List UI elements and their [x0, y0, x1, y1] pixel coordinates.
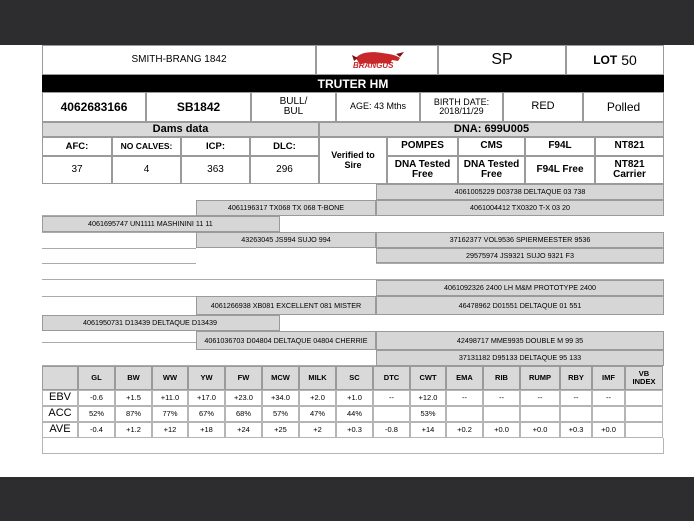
- pedigree-dam-sire: 4061266938 XB081 EXCELLENT 081 MISTER: [196, 296, 376, 315]
- ebv-cell: +1.2: [115, 422, 152, 438]
- breeder-name: SMITH-BRANG 1842: [42, 45, 316, 75]
- top-band: [0, 0, 694, 45]
- pedigree-line: [376, 263, 664, 264]
- ebv-cell: 87%: [115, 406, 152, 422]
- f94l-value: F94L Free: [525, 156, 595, 184]
- ebv-cell: [520, 406, 560, 422]
- ebv-cell: --: [520, 390, 560, 406]
- birth-date-label: BIRTH DATE:: [433, 96, 490, 107]
- lot-label: LOT: [593, 52, 618, 67]
- ebv-header-corner: [42, 366, 78, 390]
- nt821-value: NT821 Carrier: [595, 156, 664, 184]
- ebv-cell: +17.0: [188, 390, 225, 406]
- ebv-cell: +11.0: [152, 390, 188, 406]
- ebv-cell: +0.0: [483, 422, 520, 438]
- ebv-header-sc: SC: [336, 366, 373, 390]
- ebv-cell: +12: [152, 422, 188, 438]
- ebv-row-label-ebv: EBV: [42, 390, 78, 406]
- ebv-cell: --: [483, 390, 520, 406]
- ebv-cell: --: [373, 390, 410, 406]
- pedigree-sire-dam: 43263045 JS994 SUJO 994: [196, 232, 376, 248]
- ebv-header-imf: IMF: [592, 366, 625, 390]
- animal-tag: SB1842: [146, 92, 251, 122]
- ebv-cell: +23.0: [225, 390, 262, 406]
- ebv-header-fw: FW: [225, 366, 262, 390]
- ebv-cell: [625, 390, 663, 406]
- ebv-cell: [625, 406, 663, 422]
- dlc-label: DLC:: [250, 137, 319, 156]
- ebv-header-milk: MILK: [299, 366, 336, 390]
- verified-to-sire: Verified to Sire: [319, 137, 387, 184]
- animal-age: AGE: 43 Mths: [336, 92, 420, 122]
- ebv-header-rump: RUMP: [520, 366, 560, 390]
- ebv-cell: +12.0: [410, 390, 446, 406]
- ebv-header-bw: BW: [115, 366, 152, 390]
- ebv-cell: -0.8: [373, 422, 410, 438]
- animal-horn: Polled: [583, 92, 664, 122]
- ebv-cell: +0.3: [560, 422, 592, 438]
- animal-color: RED: [503, 92, 583, 122]
- ebv-cell: +0.0: [520, 422, 560, 438]
- icp-value: 363: [181, 156, 250, 184]
- ebv-cell: 57%: [262, 406, 299, 422]
- pedigree-dam: 4061950731 D13439 DELTAQUE D13439: [42, 315, 280, 331]
- calves-value: 4: [112, 156, 181, 184]
- ebv-header-mcw: MCW: [262, 366, 299, 390]
- ebv-cell: +1.5: [115, 390, 152, 406]
- pompes-label: POMPES: [387, 137, 458, 156]
- pedigree-line: [42, 342, 196, 343]
- ebv-cell: 77%: [152, 406, 188, 422]
- pompes-value: DNA Tested Free: [387, 156, 458, 184]
- pedigree-dam-dam: 4061036703 D04804 DELTAQUE 04804 CHERRIE: [196, 331, 376, 350]
- pedigree-line: [42, 248, 196, 249]
- ebv-cell: --: [446, 390, 483, 406]
- dna-title: DNA: 699U005: [319, 122, 664, 137]
- ebv-row-label-acc: ACC: [42, 406, 78, 422]
- brangus-logo: [316, 45, 438, 75]
- ebv-cell: +14: [410, 422, 446, 438]
- ebv-cell: 68%: [225, 406, 262, 422]
- pedigree-dam-dam-sire: 42498717 MME9935 DOUBLE M 99 35: [376, 331, 664, 350]
- ebv-cell: +0.3: [336, 422, 373, 438]
- ebv-cell: 67%: [188, 406, 225, 422]
- ebv-header-ww: WW: [152, 366, 188, 390]
- ebv-header-ema: EMA: [446, 366, 483, 390]
- ebv-table: [42, 366, 664, 438]
- ebv-row-label-ave: AVE: [42, 422, 78, 438]
- ebv-cell: +1.0: [336, 390, 373, 406]
- pedigree-sire-sire-sire: 4061005229 D03738 DELTAQUE 03 738: [376, 184, 664, 200]
- calves-label: NO CALVES:: [112, 137, 181, 156]
- ebv-cell: 53%: [410, 406, 446, 422]
- pedigree-sire: 4061695747 UN1111 MASHININI 11 11: [42, 216, 280, 232]
- bottom-band: [0, 477, 694, 521]
- ebv-cell: +25: [262, 422, 299, 438]
- ebv-header-gl: GL: [78, 366, 115, 390]
- pedigree-dam-dam-dam: 37131182 D95133 DELTAQUE 95 133: [376, 350, 664, 366]
- ebv-cell: 52%: [78, 406, 115, 422]
- pedigree-sire-dam-sire: 37162377 VOL9536 SPIERMEESTER 9536: [376, 232, 664, 248]
- breed-code: SP: [438, 45, 566, 75]
- ebv-cell: +34.0: [262, 390, 299, 406]
- ebv-cell: [373, 406, 410, 422]
- dlc-value: 296: [250, 156, 319, 184]
- ebv-cell: [483, 406, 520, 422]
- ebv-cell: [625, 422, 663, 438]
- ebv-header-vb-index: VB INDEX: [625, 366, 663, 390]
- lot-cell: [566, 45, 664, 75]
- dams-data-title: Dams data: [42, 122, 319, 137]
- afc-value: 37: [42, 156, 112, 184]
- animal-name-bar: TRUTER HM: [42, 75, 664, 92]
- pedigree-sire-sire: 4061196317 TX068 TX 068 T-BONE: [196, 200, 376, 216]
- ebv-header-dtc: DTC: [373, 366, 410, 390]
- ebv-cell: 44%: [336, 406, 373, 422]
- ebv-cell: -0.6: [78, 390, 115, 406]
- ebv-header-rib: RIB: [483, 366, 520, 390]
- lot-number: 50: [621, 51, 637, 68]
- pedigree-sire-dam-dam: 29575974 JS9321 SUJO 9321 F3: [376, 248, 664, 263]
- ebv-cell: +24: [225, 422, 262, 438]
- ebv-cell: --: [560, 390, 592, 406]
- ebv-cell: +0.0: [592, 422, 625, 438]
- ebv-header-cwt: CWT: [410, 366, 446, 390]
- birth-date-cell: [420, 92, 503, 122]
- pedigree-line: [42, 263, 196, 264]
- cms-value: DNA Tested Free: [458, 156, 525, 184]
- footer-row: [42, 438, 664, 454]
- ebv-cell: [446, 406, 483, 422]
- pedigree-sire-sire-dam: 4061004412 TX0320 T-X 03 20: [376, 200, 664, 216]
- ebv-cell: -0.4: [78, 422, 115, 438]
- ebv-header-rby: RBY: [560, 366, 592, 390]
- ebv-cell: 47%: [299, 406, 336, 422]
- ebv-cell: +0.2: [446, 422, 483, 438]
- pedigree-line: [42, 296, 196, 297]
- nt821-label: NT821: [595, 137, 664, 156]
- ebv-cell: +2: [299, 422, 336, 438]
- animal-id: 4062683166: [42, 92, 146, 122]
- ebv-cell: --: [592, 390, 625, 406]
- animal-sex: BULL/ BUL: [251, 92, 336, 122]
- pedigree-dam-sire-dam: 46478962 D01551 DELTAQUE 01 551: [376, 296, 664, 315]
- cms-label: CMS: [458, 137, 525, 156]
- f94l-label: F94L: [525, 137, 595, 156]
- pedigree-dam-sire-sire: 4061092326 2400 LH M&M PROTOTYPE 2400: [376, 280, 664, 296]
- afc-label: AFC:: [42, 137, 112, 156]
- ebv-header-yw: YW: [188, 366, 225, 390]
- logo-text: BRANGUS: [353, 61, 394, 70]
- ebv-cell: [592, 406, 625, 422]
- ebv-cell: [560, 406, 592, 422]
- ebv-cell: +18: [188, 422, 225, 438]
- ebv-cell: +2.0: [299, 390, 336, 406]
- birth-date-value: 2018/11/29: [439, 106, 484, 116]
- icp-label: ICP:: [181, 137, 250, 156]
